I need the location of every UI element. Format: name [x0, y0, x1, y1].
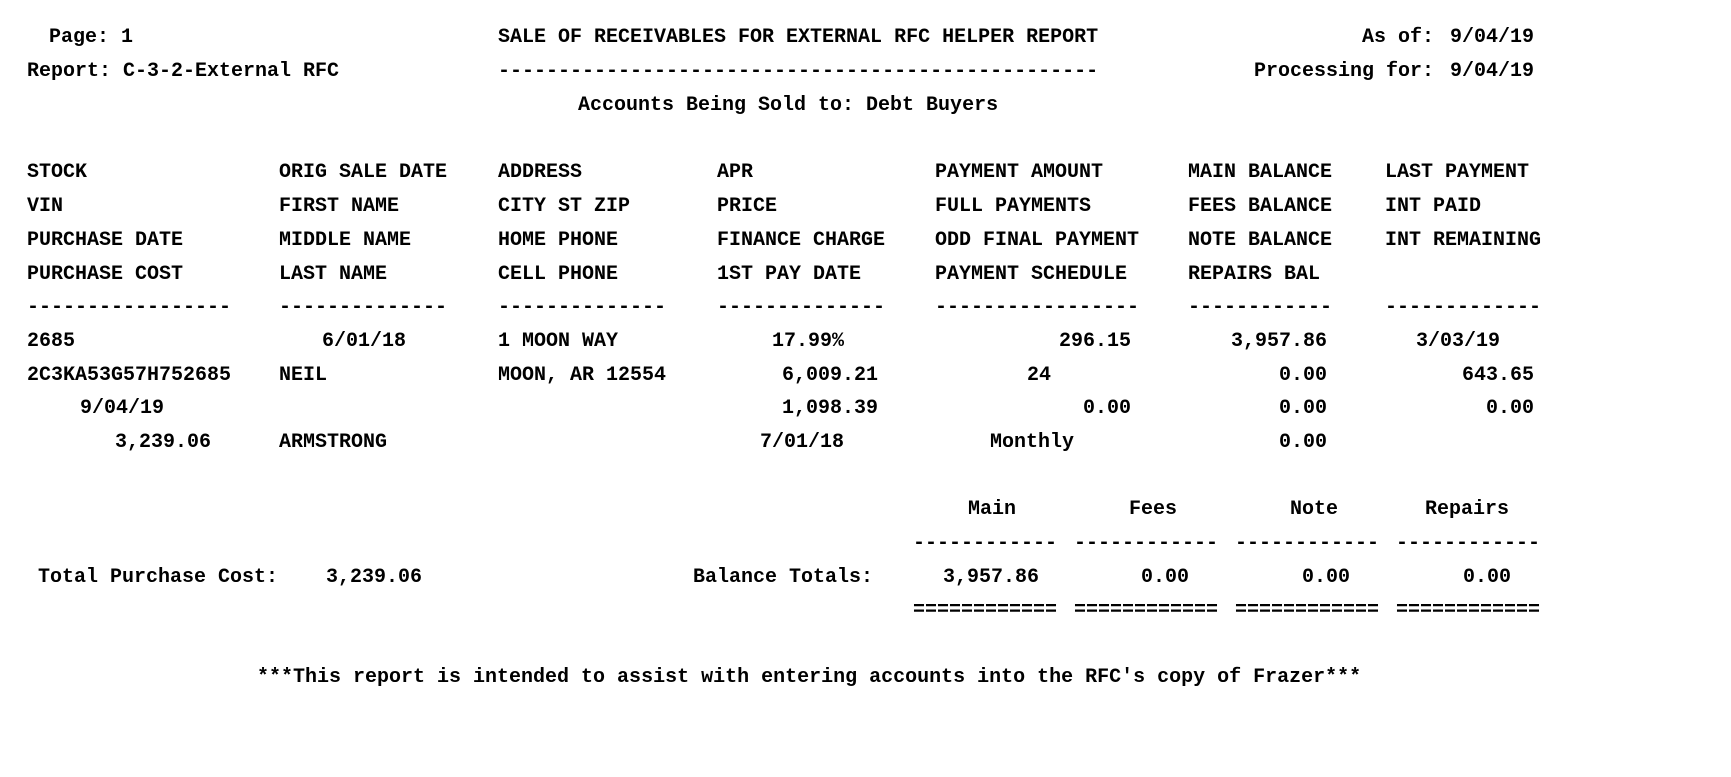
account-purchase-cost: 3,239.06	[114, 431, 211, 454]
totals-double-rule-fees: ============	[1074, 599, 1219, 622]
col-rule-6: ------------	[1188, 296, 1333, 319]
account-vin: 2C3KA53G57H752685	[27, 364, 232, 387]
col-header-odd-final-payment: ODD FINAL PAYMENT	[935, 229, 1140, 252]
col-header-int-paid: INT PAID	[1385, 195, 1482, 218]
col-rule-5: -----------------	[935, 296, 1140, 319]
totals-header-main: Main	[967, 498, 1016, 521]
col-header-vin: VIN	[27, 195, 64, 218]
account-fees-balance: 0.00	[1278, 364, 1327, 387]
account-int-remaining: 0.00	[1485, 397, 1534, 420]
account-price: 6,009.21	[781, 364, 878, 387]
account-first-pay-date: 7/01/18	[759, 431, 844, 454]
account-stock: 2685	[27, 330, 76, 353]
account-last-payment: 3/03/19	[1415, 330, 1500, 353]
report-subtitle: Accounts Being Sold to: Debt Buyers	[578, 94, 999, 117]
totals-double-rule-main: ============	[913, 599, 1058, 622]
total-purchase-cost-label: Total Purchase Cost:	[38, 566, 279, 589]
total-purchase-cost-value: 3,239.06	[326, 566, 423, 589]
account-first-name: NEIL	[279, 364, 328, 387]
balance-total-fees: 0.00	[1140, 566, 1189, 589]
col-rule-7: -------------	[1385, 296, 1542, 319]
col-header-stock: STOCK	[27, 161, 88, 184]
totals-rule-repairs: ------------	[1396, 532, 1541, 555]
col-header-fees-balance: FEES BALANCE	[1188, 195, 1333, 218]
account-last-name: ARMSTRONG	[279, 431, 388, 454]
totals-rule-fees: ------------	[1074, 532, 1219, 555]
col-rule-4: --------------	[717, 296, 886, 319]
page-number: Page: 1	[49, 26, 134, 49]
totals-double-rule-note: ============	[1235, 599, 1380, 622]
account-note-balance: 0.00	[1278, 397, 1327, 420]
account-purchase-date: 9/04/19	[79, 397, 164, 420]
totals-double-rule-repairs: ============	[1396, 599, 1541, 622]
account-payment-schedule: Monthly	[989, 431, 1074, 454]
totals-rule-main: ------------	[913, 532, 1058, 555]
account-finance-charge: 1,098.39	[781, 397, 878, 420]
processing-label: Processing for:	[1253, 60, 1434, 83]
account-city-st-zip: MOON, AR 12554	[498, 364, 667, 387]
totals-header-repairs: Repairs	[1424, 498, 1509, 521]
as-of-label: As of:	[1361, 26, 1434, 49]
col-header-payment-schedule: PAYMENT SCHEDULE	[935, 263, 1128, 286]
col-header-first-pay-date: 1ST PAY DATE	[717, 263, 862, 286]
report-title: SALE OF RECEIVABLES FOR EXTERNAL RFC HELPER REPORT	[498, 26, 1099, 49]
col-header-orig-sale-date: ORIG SALE DATE	[279, 161, 448, 184]
account-main-balance: 3,957.86	[1230, 330, 1327, 353]
col-header-last-name: LAST NAME	[279, 263, 388, 286]
col-header-apr: APR	[717, 161, 754, 184]
col-header-payment-amount: PAYMENT AMOUNT	[935, 161, 1104, 184]
account-apr: 17.99%	[771, 330, 844, 353]
col-header-price: PRICE	[717, 195, 778, 218]
col-header-last-payment: LAST PAYMENT	[1385, 161, 1530, 184]
col-header-repairs-bal: REPAIRS BAL	[1188, 263, 1321, 286]
account-int-paid: 643.65	[1461, 364, 1534, 387]
report-id: Report: C-3-2-External RFC	[27, 60, 340, 83]
col-header-address: ADDRESS	[498, 161, 583, 184]
balance-total-repairs: 0.00	[1462, 566, 1511, 589]
col-header-int-remaining: INT REMAINING	[1385, 229, 1542, 252]
col-header-home-phone: HOME PHONE	[498, 229, 619, 252]
footer-note: ***This report is intended to assist with entering accounts into the RFC's copy of Frazer***	[257, 666, 1362, 689]
col-header-note-balance: NOTE BALANCE	[1188, 229, 1333, 252]
totals-header-note: Note	[1289, 498, 1338, 521]
balance-totals-label: Balance Totals:	[693, 566, 874, 589]
col-header-first-name: FIRST NAME	[279, 195, 400, 218]
col-header-cell-phone: CELL PHONE	[498, 263, 619, 286]
col-header-purchase-date: PURCHASE DATE	[27, 229, 184, 252]
totals-rule-note: ------------	[1235, 532, 1380, 555]
col-rule-2: --------------	[279, 296, 448, 319]
col-header-main-balance: MAIN BALANCE	[1188, 161, 1333, 184]
col-header-city-st-zip: CITY ST ZIP	[498, 195, 631, 218]
col-header-middle-name: MIDDLE NAME	[279, 229, 412, 252]
processing-value: 9/04/19	[1449, 60, 1534, 83]
title-rule: --------------------------------------------------	[498, 60, 1099, 83]
col-rule-3: --------------	[498, 296, 667, 319]
col-header-purchase-cost: PURCHASE COST	[27, 263, 184, 286]
as-of-value: 9/04/19	[1449, 26, 1534, 49]
balance-total-main: 3,957.86	[942, 566, 1039, 589]
account-address: 1 MOON WAY	[498, 330, 619, 353]
account-orig-sale-date: 6/01/18	[321, 330, 406, 353]
account-repairs-bal: 0.00	[1278, 431, 1327, 454]
account-payment-amount: 296.15	[1058, 330, 1131, 353]
account-full-payments: 24	[1026, 364, 1051, 387]
account-odd-final-payment: 0.00	[1082, 397, 1131, 420]
col-header-full-payments: FULL PAYMENTS	[935, 195, 1092, 218]
totals-header-fees: Fees	[1128, 498, 1177, 521]
col-rule-1: -----------------	[27, 296, 232, 319]
col-header-finance-charge: FINANCE CHARGE	[717, 229, 886, 252]
balance-total-note: 0.00	[1301, 566, 1350, 589]
